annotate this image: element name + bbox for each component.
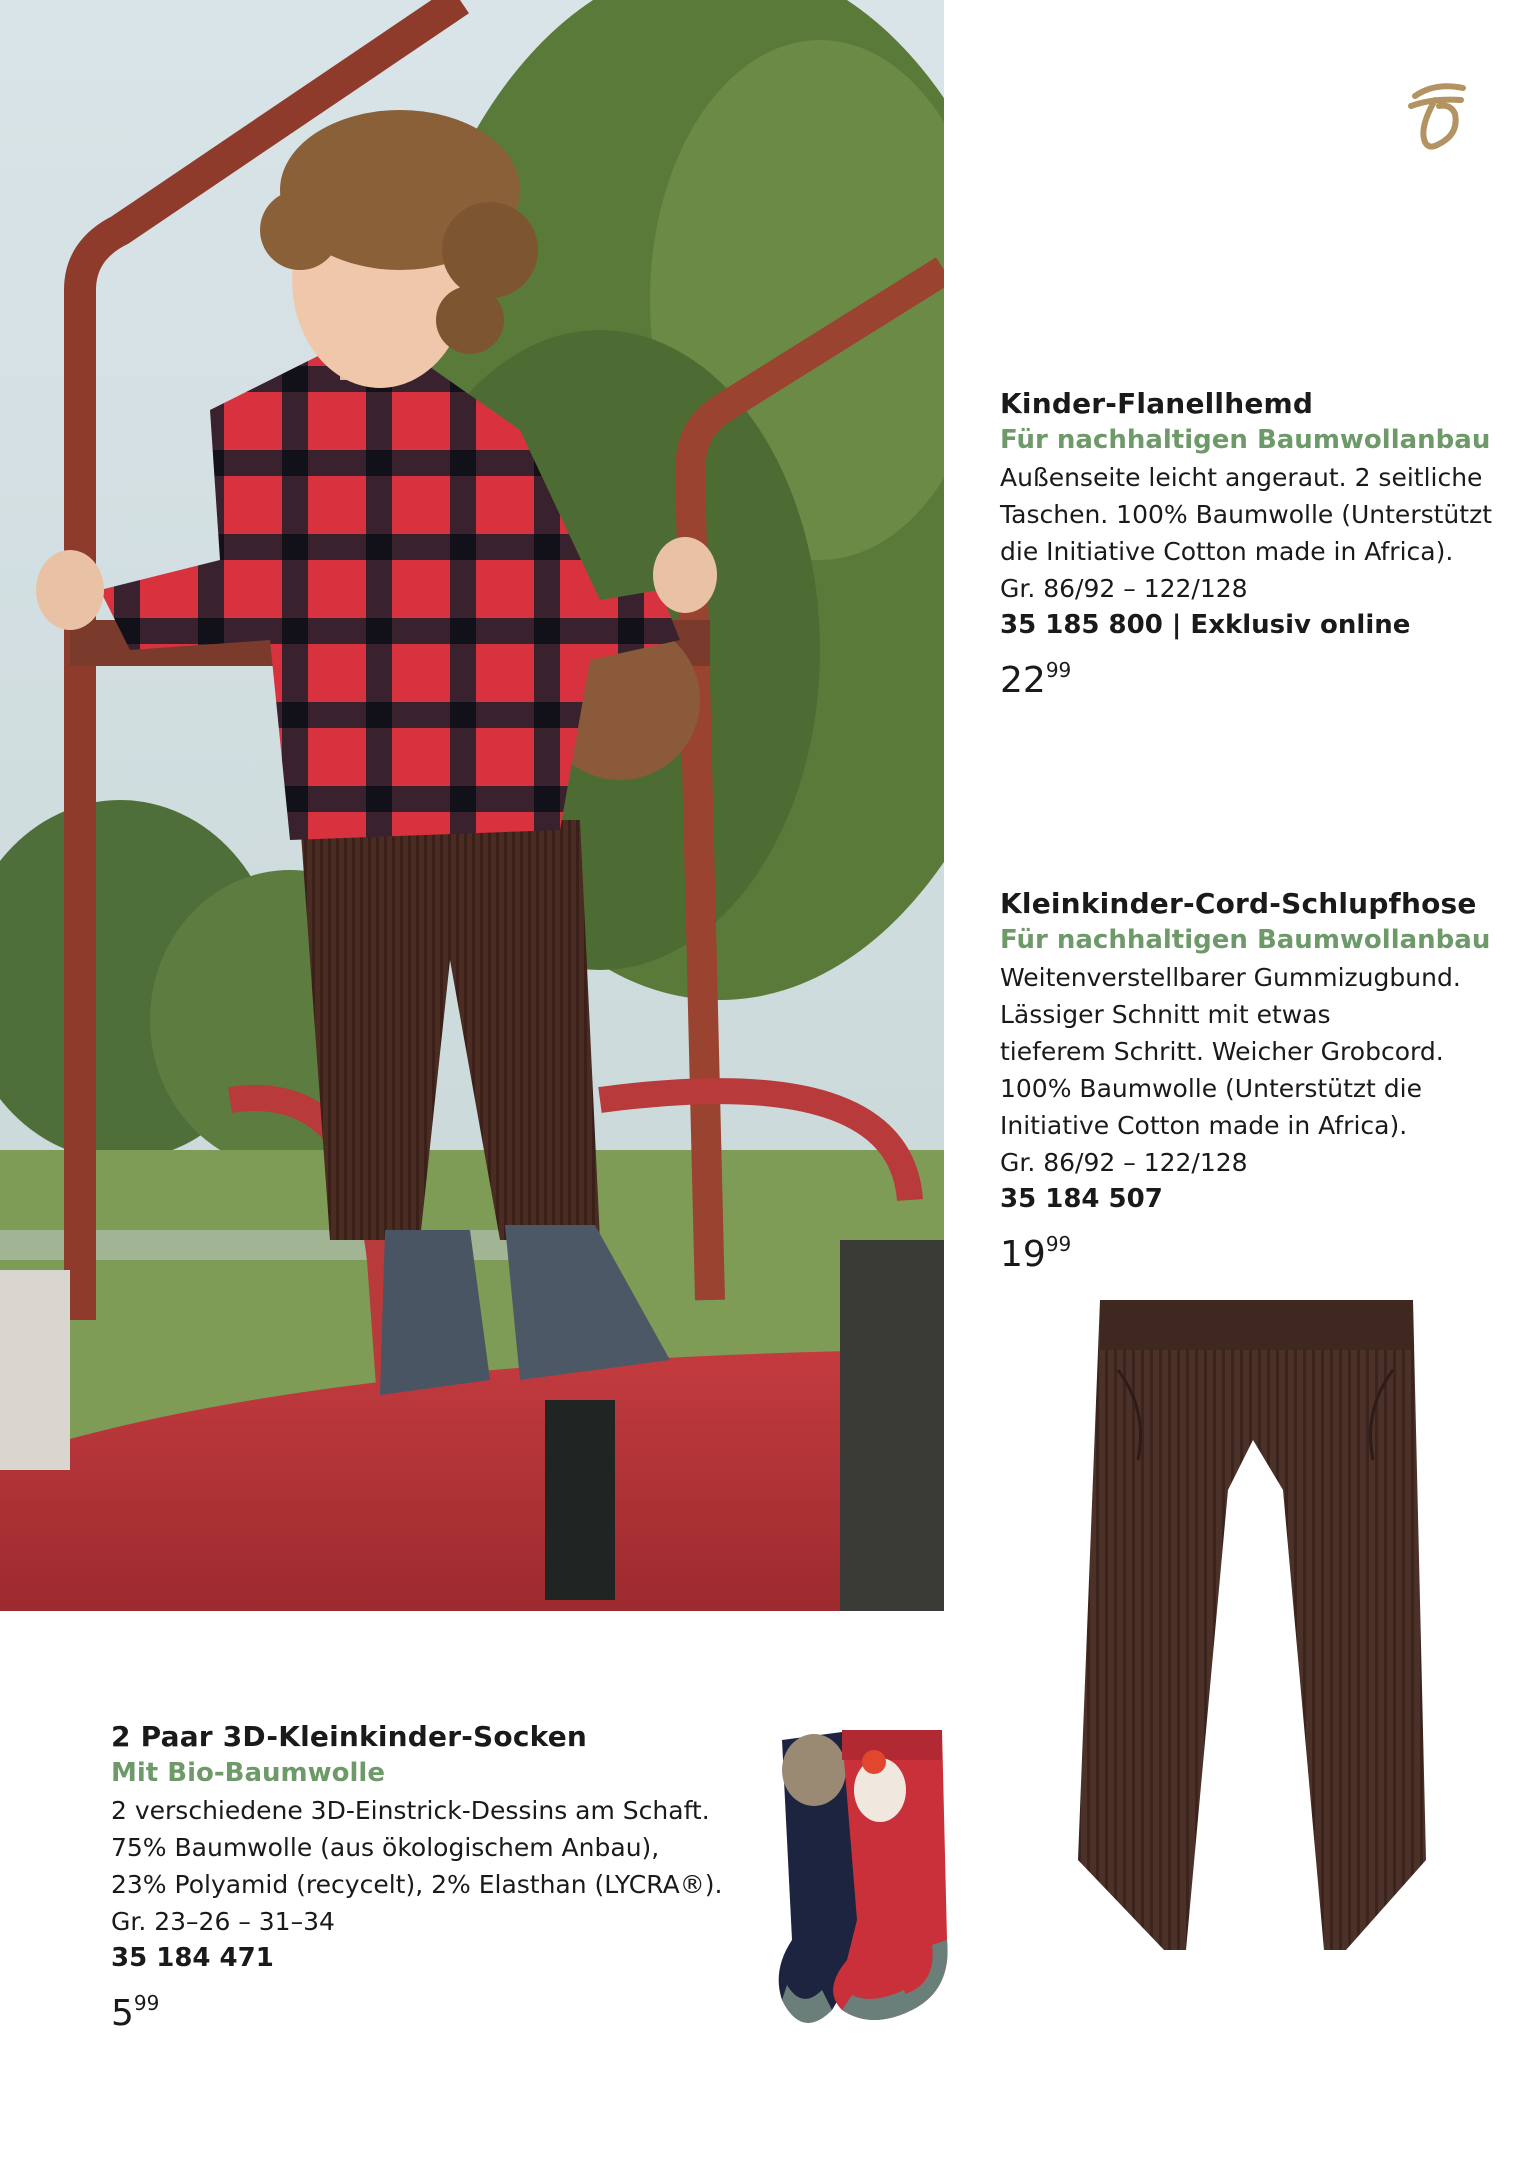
boy-on-tractor-photo bbox=[0, 0, 944, 1611]
product-pants bbox=[1000, 885, 1500, 1277]
product-subtitle: Für nachhaltigen Baumwollanbau bbox=[1000, 925, 1491, 955]
tchibo-logo-icon bbox=[1405, 78, 1471, 150]
price-main: 22 bbox=[1000, 660, 1046, 701]
product-article-number: 35 185 800 | Exklusiv online bbox=[1000, 610, 1411, 640]
product-shirt bbox=[1000, 385, 1500, 703]
hero-photo bbox=[0, 0, 944, 1611]
price-cents: 99 bbox=[1045, 658, 1072, 682]
product-socks bbox=[111, 1718, 751, 2036]
product-price bbox=[111, 1983, 751, 2036]
product-subtitle: Mit Bio-Baumwolle bbox=[111, 1758, 385, 1788]
product-price bbox=[1000, 1224, 1500, 1277]
product-sizes: Gr. 86/92 – 122/128 bbox=[1000, 574, 1248, 603]
product-title: Kleinkinder-Cord-Schlupfhose bbox=[1000, 887, 1477, 920]
product-description: Außenseite leicht angeraut. 2 seitliche Taschen. 100% Baumwolle (Unterstützt die Initiative Cotton made in Africa). bbox=[1000, 463, 1492, 566]
product-sizes: Gr. 86/92 – 122/128 bbox=[1000, 1148, 1248, 1177]
product-article-number: 35 184 507 bbox=[1000, 1184, 1163, 1214]
product-title: 2 Paar 3D-Kleinkinder-Socken bbox=[111, 1720, 588, 1753]
product-subtitle: Für nachhaltigen Baumwollanbau bbox=[1000, 425, 1491, 455]
product-sizes: Gr. 23–26 – 31–34 bbox=[111, 1907, 335, 1936]
product-description: 2 verschiedene 3D-Einstrick-Dessins am Schaft. 75% Baumwolle (aus ökologischem Anbau), 23% Polyamid (recycelt), 2% Elasthan (LYCRA®). bbox=[111, 1796, 723, 1899]
price-cents: 99 bbox=[1045, 1232, 1072, 1256]
product-title: Kinder-Flanellhemd bbox=[1000, 387, 1314, 420]
kids-socks-image bbox=[762, 1710, 974, 2040]
price-main: 19 bbox=[1000, 1234, 1046, 1275]
price-main: 5 bbox=[111, 1993, 134, 2034]
price-cents: 99 bbox=[133, 1991, 160, 2015]
product-article-number: 35 184 471 bbox=[111, 1943, 274, 1973]
product-description: Weitenverstellbarer Gummizugbund. Lässiger Schnitt mit etwas tieferem Schritt. Weicher Grobcord. 100% Baumwolle (Unterstützt die Initiative Cotton made in Africa). bbox=[1000, 963, 1461, 1140]
corduroy-pants-image bbox=[1078, 1300, 1433, 1960]
product-price bbox=[1000, 650, 1500, 703]
